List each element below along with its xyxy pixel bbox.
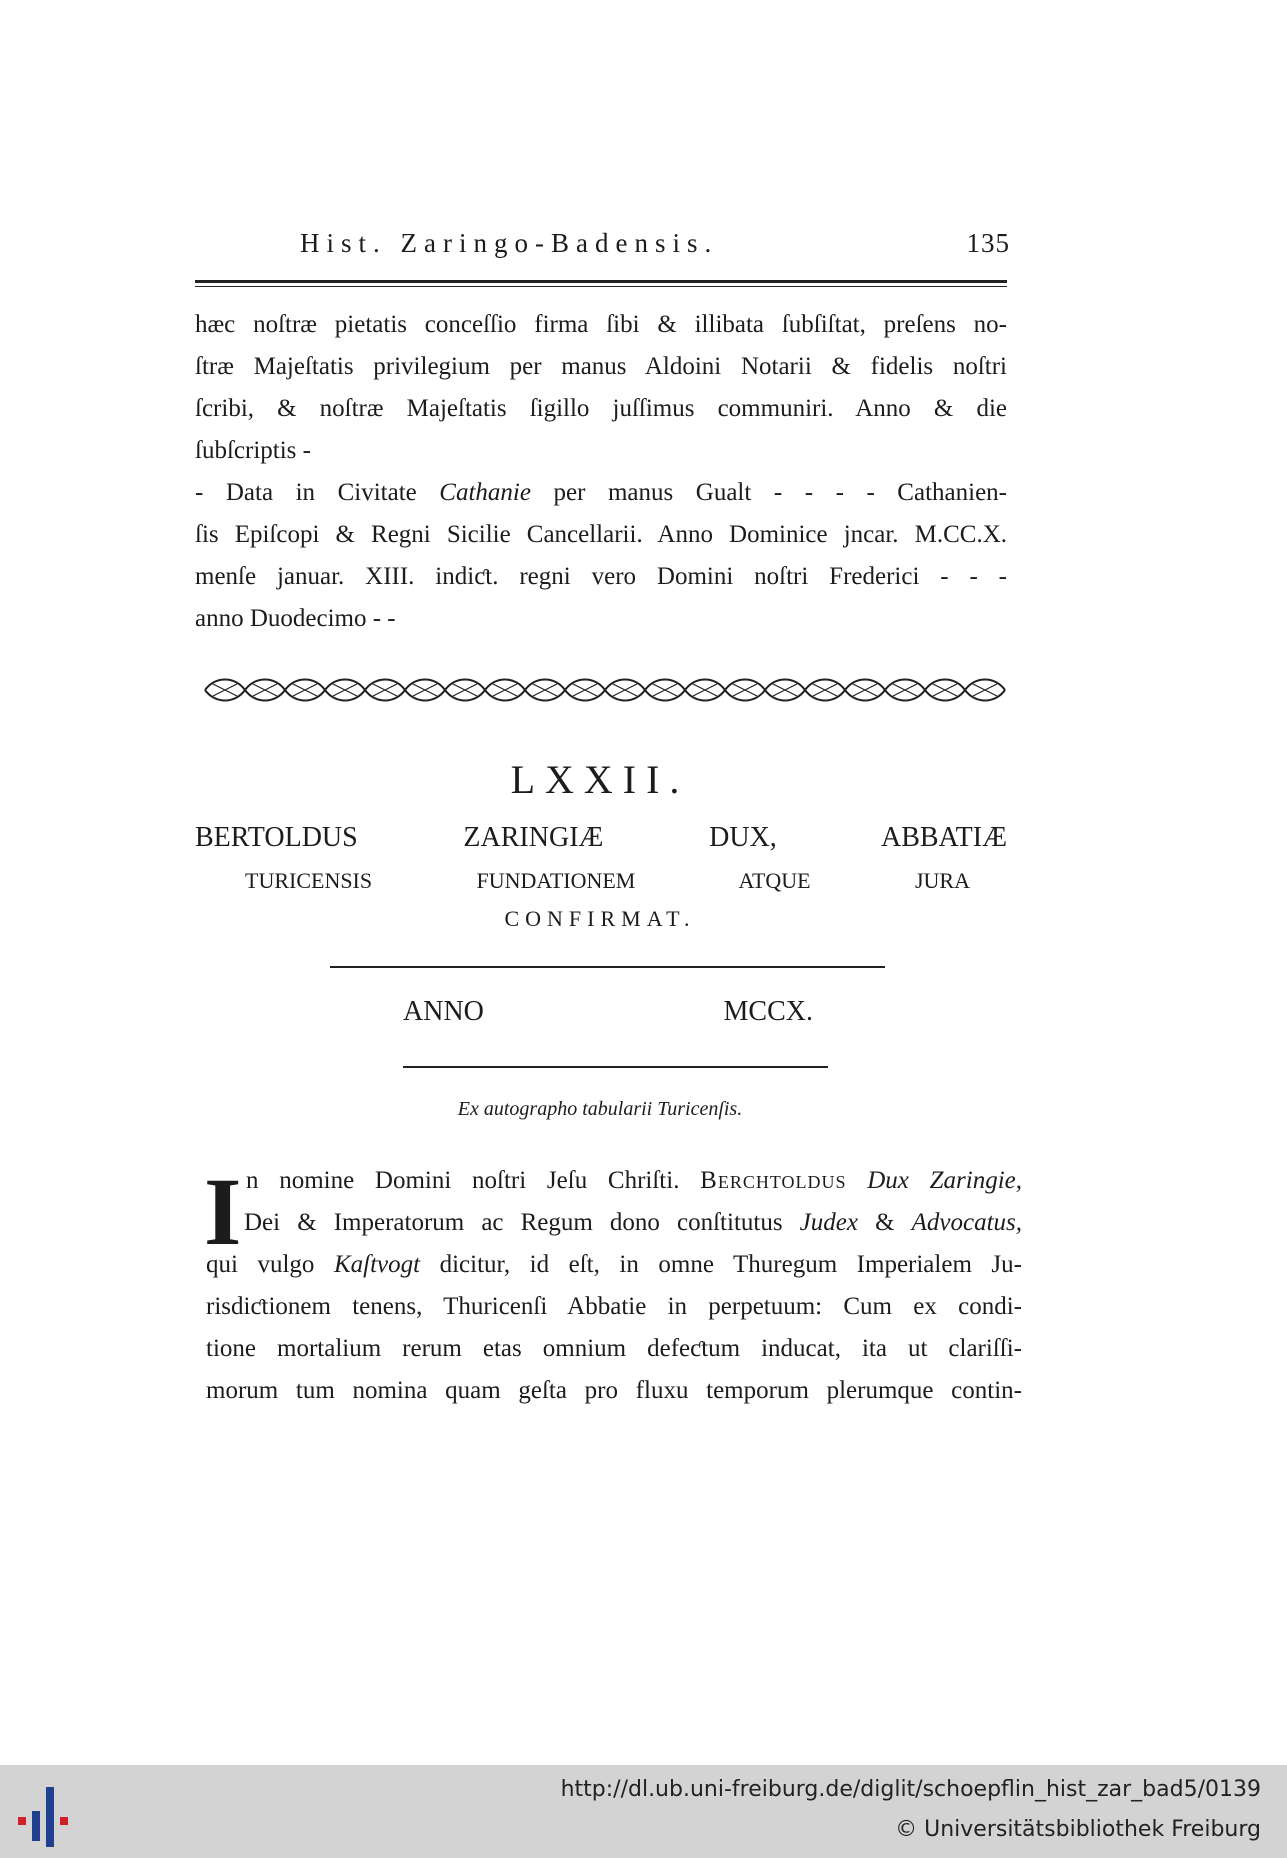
braided-ornament-divider bbox=[195, 674, 1007, 706]
page-number: 135 bbox=[966, 228, 1010, 258]
text-line bbox=[195, 472, 1007, 514]
running-title: Hist. Zaringo-Badensis. bbox=[300, 228, 719, 258]
title-italic: Judex bbox=[799, 1209, 858, 1236]
title-italic: Dux Zaringie, bbox=[846, 1167, 1022, 1194]
text-line bbox=[206, 1160, 1022, 1202]
document-number: LXXII. bbox=[510, 757, 690, 802]
year-label: ANNO MCCX. bbox=[403, 996, 813, 1027]
text-span: qui vulgo bbox=[206, 1251, 334, 1278]
text-span: & bbox=[857, 1209, 912, 1236]
text-line bbox=[206, 1202, 1022, 1244]
source-note: Ex autographo tabularii Turicenſis. bbox=[457, 1098, 743, 1120]
document-body bbox=[206, 1160, 1022, 1412]
text-line: morum tum nomina quam geſta pro fluxu temporum plerumque contin- bbox=[206, 1377, 1022, 1404]
text-span: - Data in Civitate bbox=[195, 479, 440, 506]
text-line: ſcribi, & noſtræ Majeſtatis ſigillo juſſimus communiri. Anno & die bbox=[195, 395, 1007, 422]
place-name-italic: Cathanie bbox=[439, 479, 531, 506]
heading-rule bbox=[330, 966, 885, 968]
document-heading-line-3: CONFIRMAT. bbox=[504, 906, 696, 931]
text-span: n nomine Domini noſtri Jeſu Chriſti. bbox=[246, 1167, 701, 1194]
document-heading-line-1: BERTOLDUS ZARINGIÆ DUX, ABBATIÆ bbox=[195, 822, 1007, 853]
header-double-rule bbox=[195, 280, 1007, 287]
text-line: ſtræ Majeſtatis privilegium per manus Aldoini Notarii & fidelis noſtri bbox=[195, 353, 1007, 380]
name-small-caps: Berchtoldus bbox=[700, 1167, 847, 1194]
text-line: anno Duodecimo - - bbox=[195, 605, 396, 632]
document-heading-line-2: TURICENSIS FUNDATIONEM ATQUE JURA bbox=[245, 868, 970, 893]
text-line: hæc noſtræ pietatis conceſſio firma ſibi & illibata ſubſiſtat, preſens no- bbox=[195, 311, 1007, 338]
title-italic: Advocatus, bbox=[911, 1209, 1022, 1236]
year-rule bbox=[403, 1066, 828, 1068]
ub-freiburg-logo-icon[interactable] bbox=[14, 1781, 84, 1851]
text-line: risdiƈtionem tenens, Thuricenſi Abbatie in perpetuum: Cum ex condi- bbox=[206, 1293, 1022, 1320]
document-url-link[interactable]: http://dl.ub.uni-freiburg.de/diglit/schoepflin_hist_zar_bad5/0139 bbox=[560, 1777, 1261, 1802]
copyright-notice: © Universitätsbibliothek Freiburg bbox=[895, 1817, 1261, 1842]
drop-cap-initial: I bbox=[204, 1158, 242, 1265]
text-span: dicitur, id eſt, in omne Thuregum Imperialem Ju- bbox=[420, 1251, 1022, 1278]
text-line: ſubſcriptis - bbox=[195, 437, 311, 464]
term-italic: Kaſtvogt bbox=[333, 1251, 421, 1278]
text-line: ſis Epiſcopi & Regni Sicilie Cancellarii. Anno Dominice jncar. M.CC.X. bbox=[195, 521, 1007, 548]
text-line bbox=[206, 1244, 1022, 1286]
text-span: Dei & Imperatorum ac Regum dono conſtitutus bbox=[244, 1209, 800, 1236]
text-span: per manus Gualt - - - - Cathanien- bbox=[530, 479, 1007, 506]
text-line: tione mortalium rerum etas omnium defeƈtum inducat, ita ut clariſſi- bbox=[206, 1335, 1022, 1362]
viewer-footer bbox=[0, 1765, 1287, 1858]
text-line: menſe januar. XIII. indiƈt. regni vero Domini noſtri Frederici - - - bbox=[195, 563, 1007, 590]
continued-text bbox=[195, 304, 1007, 640]
